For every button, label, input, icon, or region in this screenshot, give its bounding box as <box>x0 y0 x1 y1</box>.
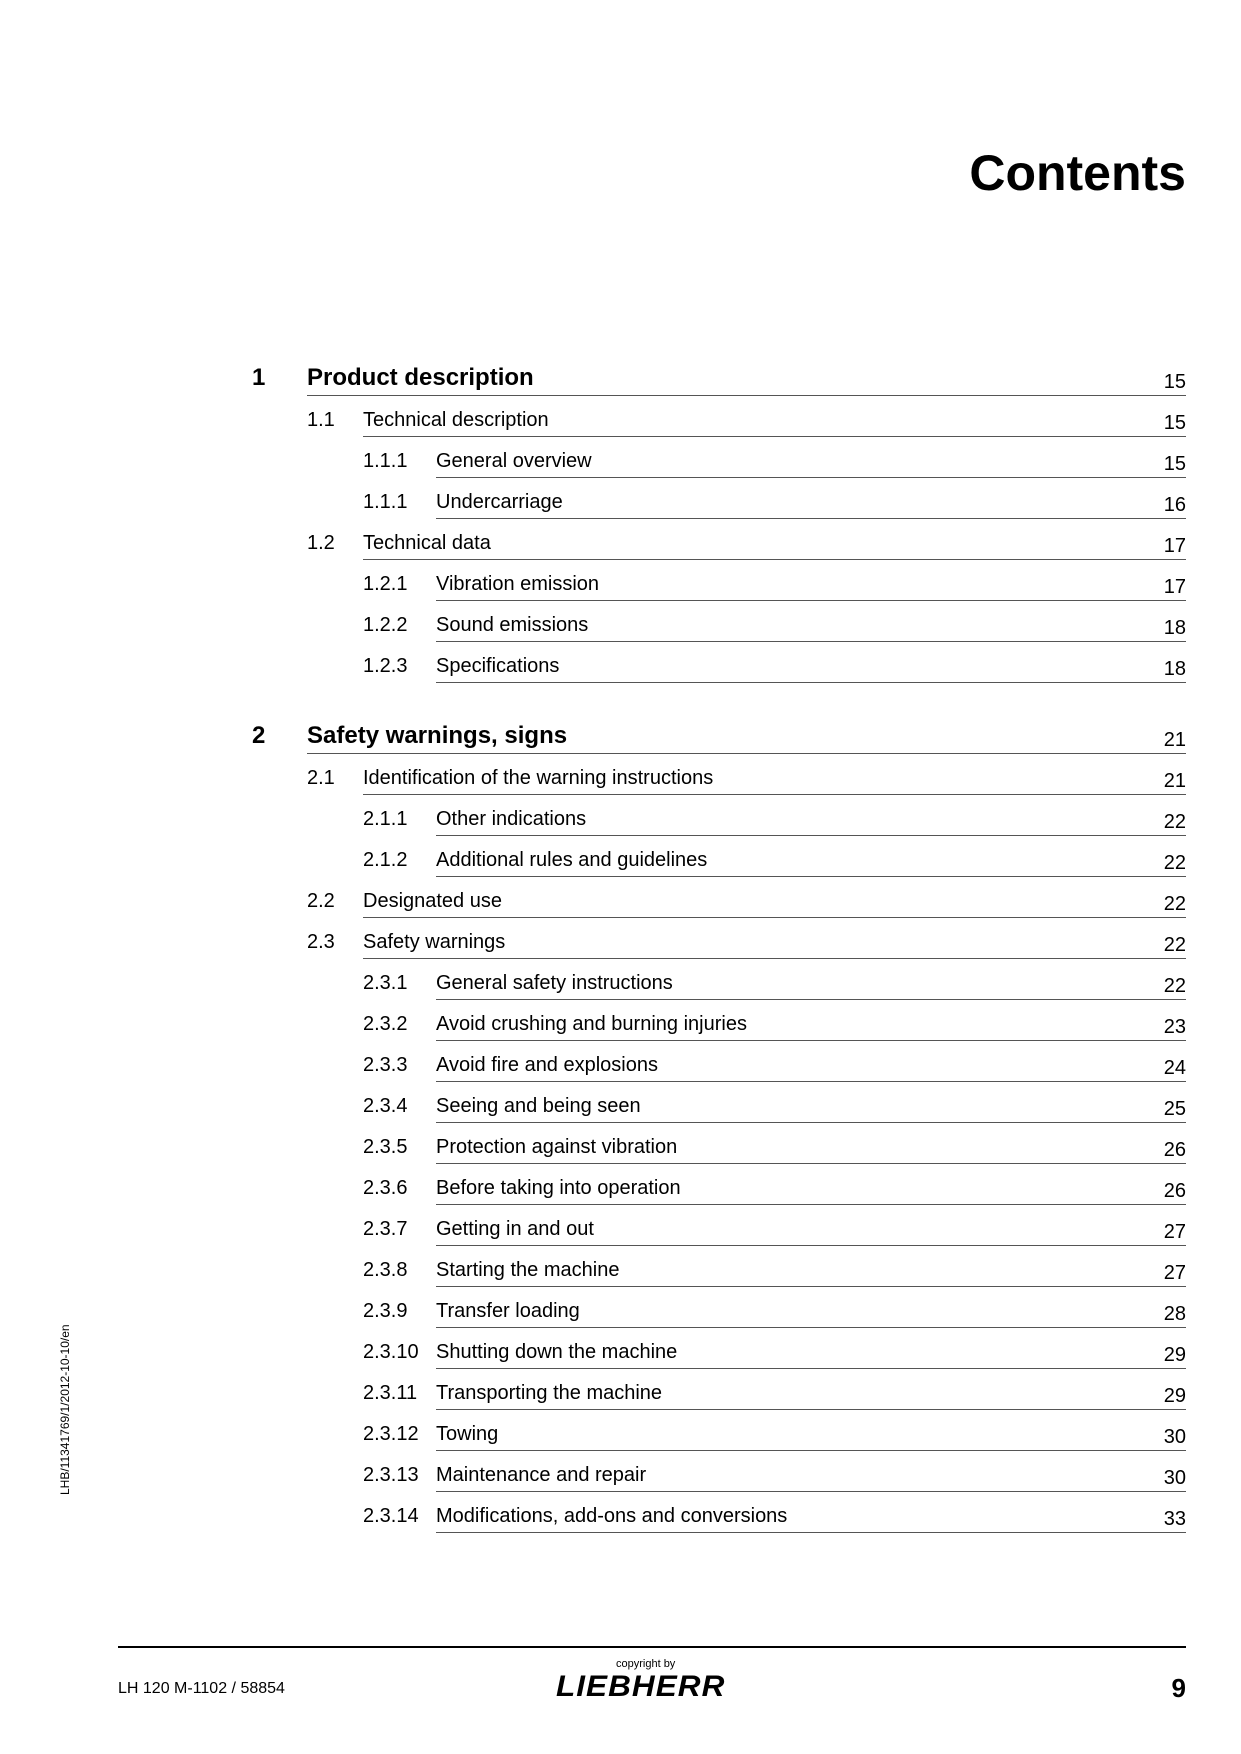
toc-page: 25 <box>1163 1098 1186 1120</box>
toc-entry[interactable] <box>307 765 1186 803</box>
toc-rule <box>307 753 1186 754</box>
toc-chapter[interactable] <box>252 724 1186 762</box>
toc-rule <box>436 641 1186 642</box>
toc-rule <box>436 835 1186 836</box>
toc-rule <box>436 682 1186 683</box>
toc-rule <box>307 395 1186 396</box>
toc-number: 2.3 <box>307 931 335 953</box>
toc-rule <box>363 436 1186 437</box>
toc-number: 2.3.14 <box>363 1505 419 1527</box>
toc-chapter[interactable] <box>252 366 1186 404</box>
toc-entry[interactable] <box>363 1380 1186 1418</box>
toc-page: 15 <box>1163 453 1186 475</box>
toc-entry[interactable] <box>363 1134 1186 1172</box>
toc-entry[interactable] <box>363 1257 1186 1295</box>
toc-page: 26 <box>1163 1180 1186 1202</box>
toc-rule <box>436 1327 1186 1328</box>
toc-entry[interactable] <box>363 653 1186 691</box>
toc-rule <box>436 876 1186 877</box>
toc-page: 29 <box>1163 1385 1186 1407</box>
toc-number: 2.3.7 <box>363 1218 408 1240</box>
toc-page: 27 <box>1163 1221 1186 1243</box>
toc-number: 2.3.9 <box>363 1300 408 1322</box>
toc-rule <box>436 1286 1186 1287</box>
toc-entry[interactable] <box>307 929 1186 967</box>
toc-rule <box>436 1204 1186 1205</box>
toc-number: 2.3.5 <box>363 1136 408 1158</box>
toc-title: Transporting the machine <box>436 1382 663 1404</box>
toc-title: Additional rules and guidelines <box>436 849 708 871</box>
toc-entry[interactable] <box>363 571 1186 609</box>
toc-entry[interactable] <box>363 970 1186 1008</box>
toc-title: Transfer loading <box>436 1300 580 1322</box>
toc-page: 30 <box>1163 1426 1186 1448</box>
toc-entry[interactable] <box>363 1462 1186 1500</box>
page-title: Contents <box>969 145 1186 201</box>
toc-rule <box>436 1409 1186 1410</box>
toc-rule <box>436 1163 1186 1164</box>
toc-rule <box>436 1368 1186 1369</box>
toc-entry[interactable] <box>363 448 1186 486</box>
toc-title: Getting in and out <box>436 1218 594 1240</box>
toc-rule <box>363 917 1186 918</box>
toc-number: 1.1 <box>307 409 335 431</box>
toc-entry[interactable] <box>363 806 1186 844</box>
toc-entry[interactable] <box>307 888 1186 926</box>
toc-number: 1 <box>252 364 266 391</box>
toc-number: 1.2.2 <box>363 614 408 636</box>
toc-number: 2.3.11 <box>363 1382 418 1404</box>
toc-entry[interactable] <box>363 1503 1186 1541</box>
toc-page: 23 <box>1163 1016 1186 1038</box>
toc-entry[interactable] <box>363 1421 1186 1459</box>
toc-title: Identification of the warning instructions <box>363 767 714 789</box>
toc-page: 18 <box>1163 617 1186 639</box>
toc-title: General overview <box>436 450 592 472</box>
toc-rule <box>436 1450 1186 1451</box>
toc-number: 2.3.3 <box>363 1054 408 1076</box>
footer-divider <box>118 1646 1186 1648</box>
toc-title: Safety warnings, signs <box>307 722 568 749</box>
footer-copyright: copyright by <box>616 1658 676 1670</box>
toc-rule <box>436 1122 1186 1123</box>
toc-page: 22 <box>1163 893 1186 915</box>
toc-entry[interactable] <box>307 407 1186 445</box>
toc-title: Towing <box>436 1423 499 1445</box>
liebherr-logo: LIEBHERR <box>555 1670 726 1703</box>
toc-page: 15 <box>1163 412 1186 434</box>
toc-page: 21 <box>1163 729 1186 751</box>
toc-number: 2.3.2 <box>363 1013 408 1035</box>
toc-title: Safety warnings <box>363 931 506 953</box>
toc-number: 1.1.1 <box>363 491 408 513</box>
toc-entry[interactable] <box>363 1298 1186 1336</box>
toc-title: Designated use <box>363 890 502 912</box>
toc-title: Undercarriage <box>436 491 563 513</box>
toc-number: 2.3.4 <box>363 1095 408 1117</box>
toc-rule <box>363 794 1186 795</box>
toc-entry[interactable] <box>363 489 1186 527</box>
toc-number: 2.1 <box>307 767 335 789</box>
toc-page: 28 <box>1163 1303 1186 1325</box>
toc-number: 2.3.6 <box>363 1177 408 1199</box>
toc-page: 33 <box>1163 1508 1186 1530</box>
toc-rule <box>363 958 1186 959</box>
toc-entry[interactable] <box>363 1216 1186 1254</box>
toc-title: Technical description <box>363 409 549 431</box>
toc-title: Shutting down the machine <box>436 1341 678 1363</box>
toc-title: Technical data <box>363 532 491 554</box>
toc-title: Other indications <box>436 808 587 830</box>
toc-title: Maintenance and repair <box>436 1464 647 1486</box>
toc-entry[interactable] <box>363 1011 1186 1049</box>
toc-title: Avoid crushing and burning injuries <box>436 1013 747 1035</box>
toc-rule <box>363 559 1186 560</box>
toc-rule <box>436 518 1186 519</box>
toc-number: 2.1.1 <box>363 808 408 830</box>
toc-number: 1.1.1 <box>363 450 408 472</box>
toc-number: 2.3.12 <box>363 1423 419 1445</box>
toc-page: 22 <box>1163 852 1186 874</box>
toc-rule <box>436 477 1186 478</box>
toc-title: Modifications, add-ons and conversions <box>436 1505 788 1527</box>
toc-entry[interactable] <box>307 530 1186 568</box>
toc-page: 30 <box>1163 1467 1186 1489</box>
toc-title: Sound emissions <box>436 614 589 636</box>
toc-title: Protection against vibration <box>436 1136 678 1158</box>
toc-rule <box>436 1245 1186 1246</box>
toc-number: 2.3.1 <box>363 972 408 994</box>
footer-model: LH 120 M-1102 / 58854 <box>118 1680 285 1697</box>
toc-title: Avoid fire and explosions <box>436 1054 658 1076</box>
toc-title: Starting the machine <box>436 1259 620 1281</box>
toc-page: 17 <box>1163 576 1186 598</box>
toc-title: Before taking into operation <box>436 1177 681 1199</box>
toc-rule <box>436 600 1186 601</box>
toc-rule <box>436 1532 1186 1533</box>
toc-rule <box>436 1081 1186 1082</box>
toc-number: 2 <box>252 722 266 749</box>
toc-page: 22 <box>1163 975 1186 997</box>
toc-entry[interactable] <box>363 1093 1186 1131</box>
toc-number: 2.1.2 <box>363 849 408 871</box>
document-code: LHB/11341769/1/2012-10-10/en <box>58 1324 72 1495</box>
toc-rule <box>436 1491 1186 1492</box>
toc-entry[interactable] <box>363 612 1186 650</box>
toc-title: General safety instructions <box>436 972 673 994</box>
toc-page: 22 <box>1163 934 1186 956</box>
toc-entry[interactable] <box>363 1339 1186 1377</box>
toc-entry[interactable] <box>363 847 1186 885</box>
toc-page: 18 <box>1163 658 1186 680</box>
toc-rule <box>436 999 1186 1000</box>
toc-page: 15 <box>1163 371 1186 393</box>
toc-title: Seeing and being seen <box>436 1095 641 1117</box>
page-number: 9 <box>1171 1673 1186 1703</box>
toc-rule <box>436 1040 1186 1041</box>
toc-number: 1.2.1 <box>363 573 408 595</box>
toc-number: 1.2 <box>307 532 335 554</box>
toc-number: 2.3.8 <box>363 1259 408 1281</box>
toc-title: Product description <box>307 364 534 391</box>
toc-number: 2.3.10 <box>363 1341 419 1363</box>
toc-title: Vibration emission <box>436 573 600 595</box>
toc-page: 21 <box>1163 770 1186 792</box>
toc-title: Specifications <box>436 655 560 677</box>
toc-number: 2.2 <box>307 890 335 912</box>
toc-entry[interactable] <box>363 1052 1186 1090</box>
toc-page: 17 <box>1163 535 1186 557</box>
toc-page: 27 <box>1163 1262 1186 1284</box>
toc-page: 29 <box>1163 1344 1186 1366</box>
toc-entry[interactable] <box>363 1175 1186 1213</box>
toc-page: 22 <box>1163 811 1186 833</box>
toc-page: 24 <box>1163 1057 1186 1079</box>
toc-page: 26 <box>1163 1139 1186 1161</box>
toc-page: 16 <box>1163 494 1186 516</box>
toc-number: 1.2.3 <box>363 655 408 677</box>
toc-number: 2.3.13 <box>363 1464 419 1486</box>
